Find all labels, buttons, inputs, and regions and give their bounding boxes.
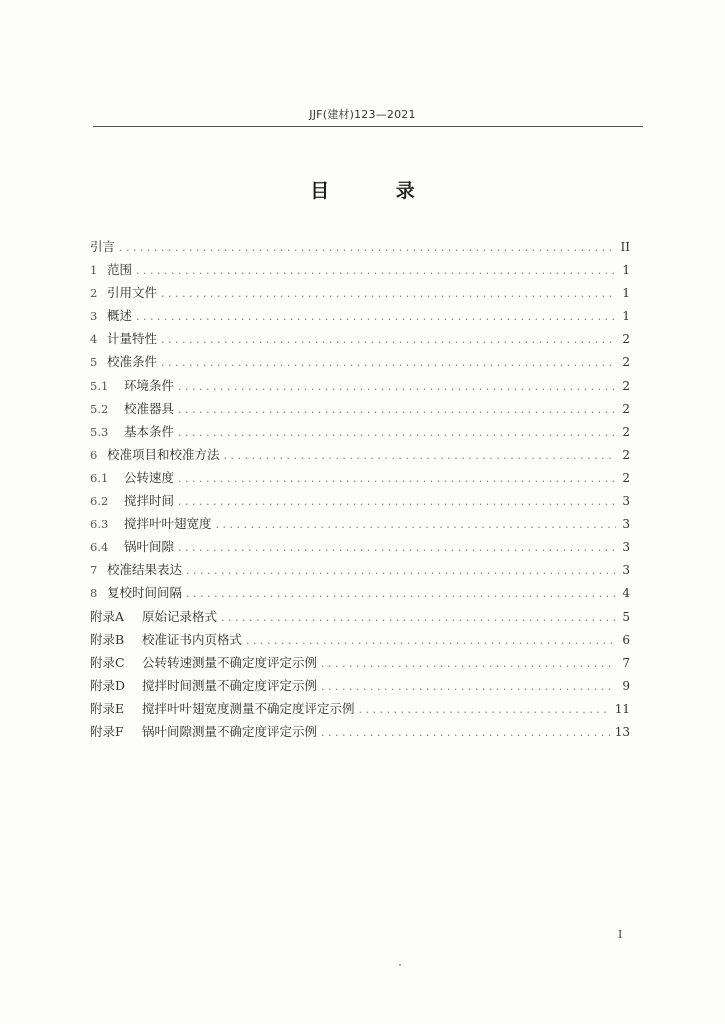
toc-entry[interactable] <box>90 512 630 535</box>
toc-entry-label: 校准证书内页格式 <box>142 631 243 647</box>
toc-dot-leader <box>178 490 616 513</box>
toc-entry-page: 4 <box>622 586 630 601</box>
toc-entry-number: 附录F <box>90 723 124 739</box>
toc-entry-number: 6.2 <box>90 494 109 509</box>
toc-entry-number: 6.1 <box>90 470 109 485</box>
toc-dot-leader <box>186 559 616 582</box>
toc-entry-page: 9 <box>622 678 630 693</box>
toc-entry-label: 搅拌叶叶翅宽度测量不确定度评定示例 <box>142 700 355 716</box>
toc-entry[interactable] <box>90 651 630 674</box>
toc-entry-number: 5 <box>90 355 98 370</box>
toc-dot-leader <box>178 375 616 398</box>
toc-entry[interactable] <box>90 327 630 350</box>
table-of-contents <box>90 235 630 743</box>
toc-dot-leader <box>321 675 616 698</box>
toc-entry-number: 5.3 <box>90 424 109 439</box>
toc-entry[interactable] <box>90 720 630 743</box>
toc-entry-label: 复校时间间隔 <box>107 585 183 601</box>
toc-entry[interactable] <box>90 420 630 443</box>
toc-entry-number: 附录E <box>90 700 125 716</box>
toc-dot-leader <box>359 698 611 721</box>
toc-entry[interactable] <box>90 281 630 304</box>
toc-dot-leader <box>178 398 616 421</box>
toc-entry-page: 2 <box>622 378 630 393</box>
toc-entry[interactable] <box>90 443 630 466</box>
toc-entry-number: 4 <box>90 332 98 347</box>
toc-entry-page: 2 <box>622 355 630 370</box>
toc-entry[interactable] <box>90 535 630 558</box>
toc-dot-leader <box>221 606 616 629</box>
toc-entry-number: 2 <box>90 286 98 301</box>
toc-entry-page: 3 <box>622 540 630 555</box>
toc-dot-leader <box>178 536 616 559</box>
toc-entry[interactable] <box>90 581 630 604</box>
toc-entry-page: 2 <box>622 447 630 462</box>
toc-dot-leader <box>178 421 616 444</box>
toc-entry-label: 原始记录格式 <box>142 608 218 624</box>
toc-entry-label: 引言 <box>90 239 116 254</box>
toc-entry-label: 校准项目和校准方法 <box>107 446 220 462</box>
toc-dot-leader <box>136 305 616 328</box>
toc-entry-number: 附录C <box>90 654 125 670</box>
toc-entry[interactable] <box>90 605 630 628</box>
toc-entry-number: 附录A <box>90 608 125 624</box>
toc-entry-page: 2 <box>622 424 630 439</box>
toc-entry-number: 1 <box>90 263 98 278</box>
toc-entry-label: 搅拌时间 <box>124 493 175 509</box>
toc-entry-page: 1 <box>622 286 630 301</box>
page-number: I <box>618 928 623 941</box>
toc-entry-label: 引用文件 <box>107 285 158 301</box>
toc-entry-page: 13 <box>614 724 630 739</box>
toc-dot-leader <box>321 721 611 744</box>
toc-entry-page: 2 <box>622 332 630 347</box>
toc-entry-page: 2 <box>622 401 630 416</box>
toc-entry-page: 3 <box>622 517 630 532</box>
toc-dot-leader <box>119 236 616 259</box>
toc-entry-page: 1 <box>622 263 630 278</box>
header-rule <box>93 126 643 127</box>
toc-entry[interactable] <box>90 374 630 397</box>
toc-entry-label: 计量特性 <box>107 331 158 347</box>
toc-entry-label: 公转速度 <box>124 469 175 485</box>
toc-entry[interactable] <box>90 466 630 489</box>
toc-entry-number: 6.3 <box>90 517 109 532</box>
toc-entry-label: 搅拌时间测量不确定度评定示例 <box>142 677 318 693</box>
toc-dot-leader <box>186 582 616 605</box>
toc-dot-leader <box>216 513 616 536</box>
toc-entry-label: 校准结果表达 <box>107 562 183 578</box>
toc-entry-page: 3 <box>622 494 630 509</box>
toc-entry-number: 6 <box>90 447 98 462</box>
toc-entry-number: 7 <box>90 563 98 578</box>
toc-entry-page: 2 <box>622 470 630 485</box>
toc-entry[interactable] <box>90 258 630 281</box>
scan-speck <box>399 964 401 966</box>
toc-entry-label: 锅叶间隙 <box>124 539 175 555</box>
toc-entry-label: 范围 <box>107 262 133 278</box>
toc-entry-page: 3 <box>622 563 630 578</box>
toc-entry[interactable] <box>90 350 630 373</box>
toc-entry[interactable] <box>90 397 630 420</box>
toc-entry[interactable] <box>90 235 630 258</box>
toc-entry-label: 锅叶间隙测量不确定度评定示例 <box>142 723 318 739</box>
toc-dot-leader <box>161 351 616 374</box>
toc-entry-label: 环境条件 <box>124 377 175 393</box>
toc-entry[interactable] <box>90 674 630 697</box>
toc-entry[interactable] <box>90 304 630 327</box>
toc-entry-page: II <box>620 240 630 254</box>
toc-dot-leader <box>246 629 616 652</box>
toc-entry-page: 6 <box>622 632 630 647</box>
toc-dot-leader <box>161 282 616 305</box>
toc-entry-label: 基本条件 <box>124 423 175 439</box>
toc-entry[interactable] <box>90 697 630 720</box>
toc-entry[interactable] <box>90 628 630 651</box>
toc-entry-number: 附录D <box>90 677 126 693</box>
toc-entry-label: 概述 <box>107 308 133 324</box>
toc-entry-page: 7 <box>622 655 630 670</box>
toc-entry[interactable] <box>90 489 630 512</box>
toc-entry-page: 11 <box>614 701 630 716</box>
toc-dot-leader <box>178 467 616 490</box>
toc-dot-leader <box>224 444 616 467</box>
toc-entry-number: 附录B <box>90 631 125 647</box>
toc-dot-leader <box>161 328 616 351</box>
toc-entry-label: 搅拌叶叶翅宽度 <box>124 516 212 532</box>
toc-entry-label: 校准条件 <box>107 354 158 370</box>
toc-entry-label: 校准器具 <box>124 400 175 416</box>
toc-entry-number: 3 <box>90 309 98 324</box>
toc-entry-page: 1 <box>622 309 630 324</box>
toc-entry-number: 6.4 <box>90 540 109 555</box>
toc-entry-page: 5 <box>622 609 630 624</box>
toc-entry-label: 公转转速测量不确定度评定示例 <box>142 654 318 670</box>
page-title: 目 录 <box>310 180 445 202</box>
toc-dot-leader <box>136 259 616 282</box>
toc-entry[interactable] <box>90 558 630 581</box>
toc-dot-leader <box>321 652 616 675</box>
toc-entry-number: 8 <box>90 586 98 601</box>
toc-entry-number: 5.1 <box>90 378 109 393</box>
standard-code: JJF(建材)123—2021 <box>309 108 416 121</box>
toc-entry-number: 5.2 <box>90 401 109 416</box>
